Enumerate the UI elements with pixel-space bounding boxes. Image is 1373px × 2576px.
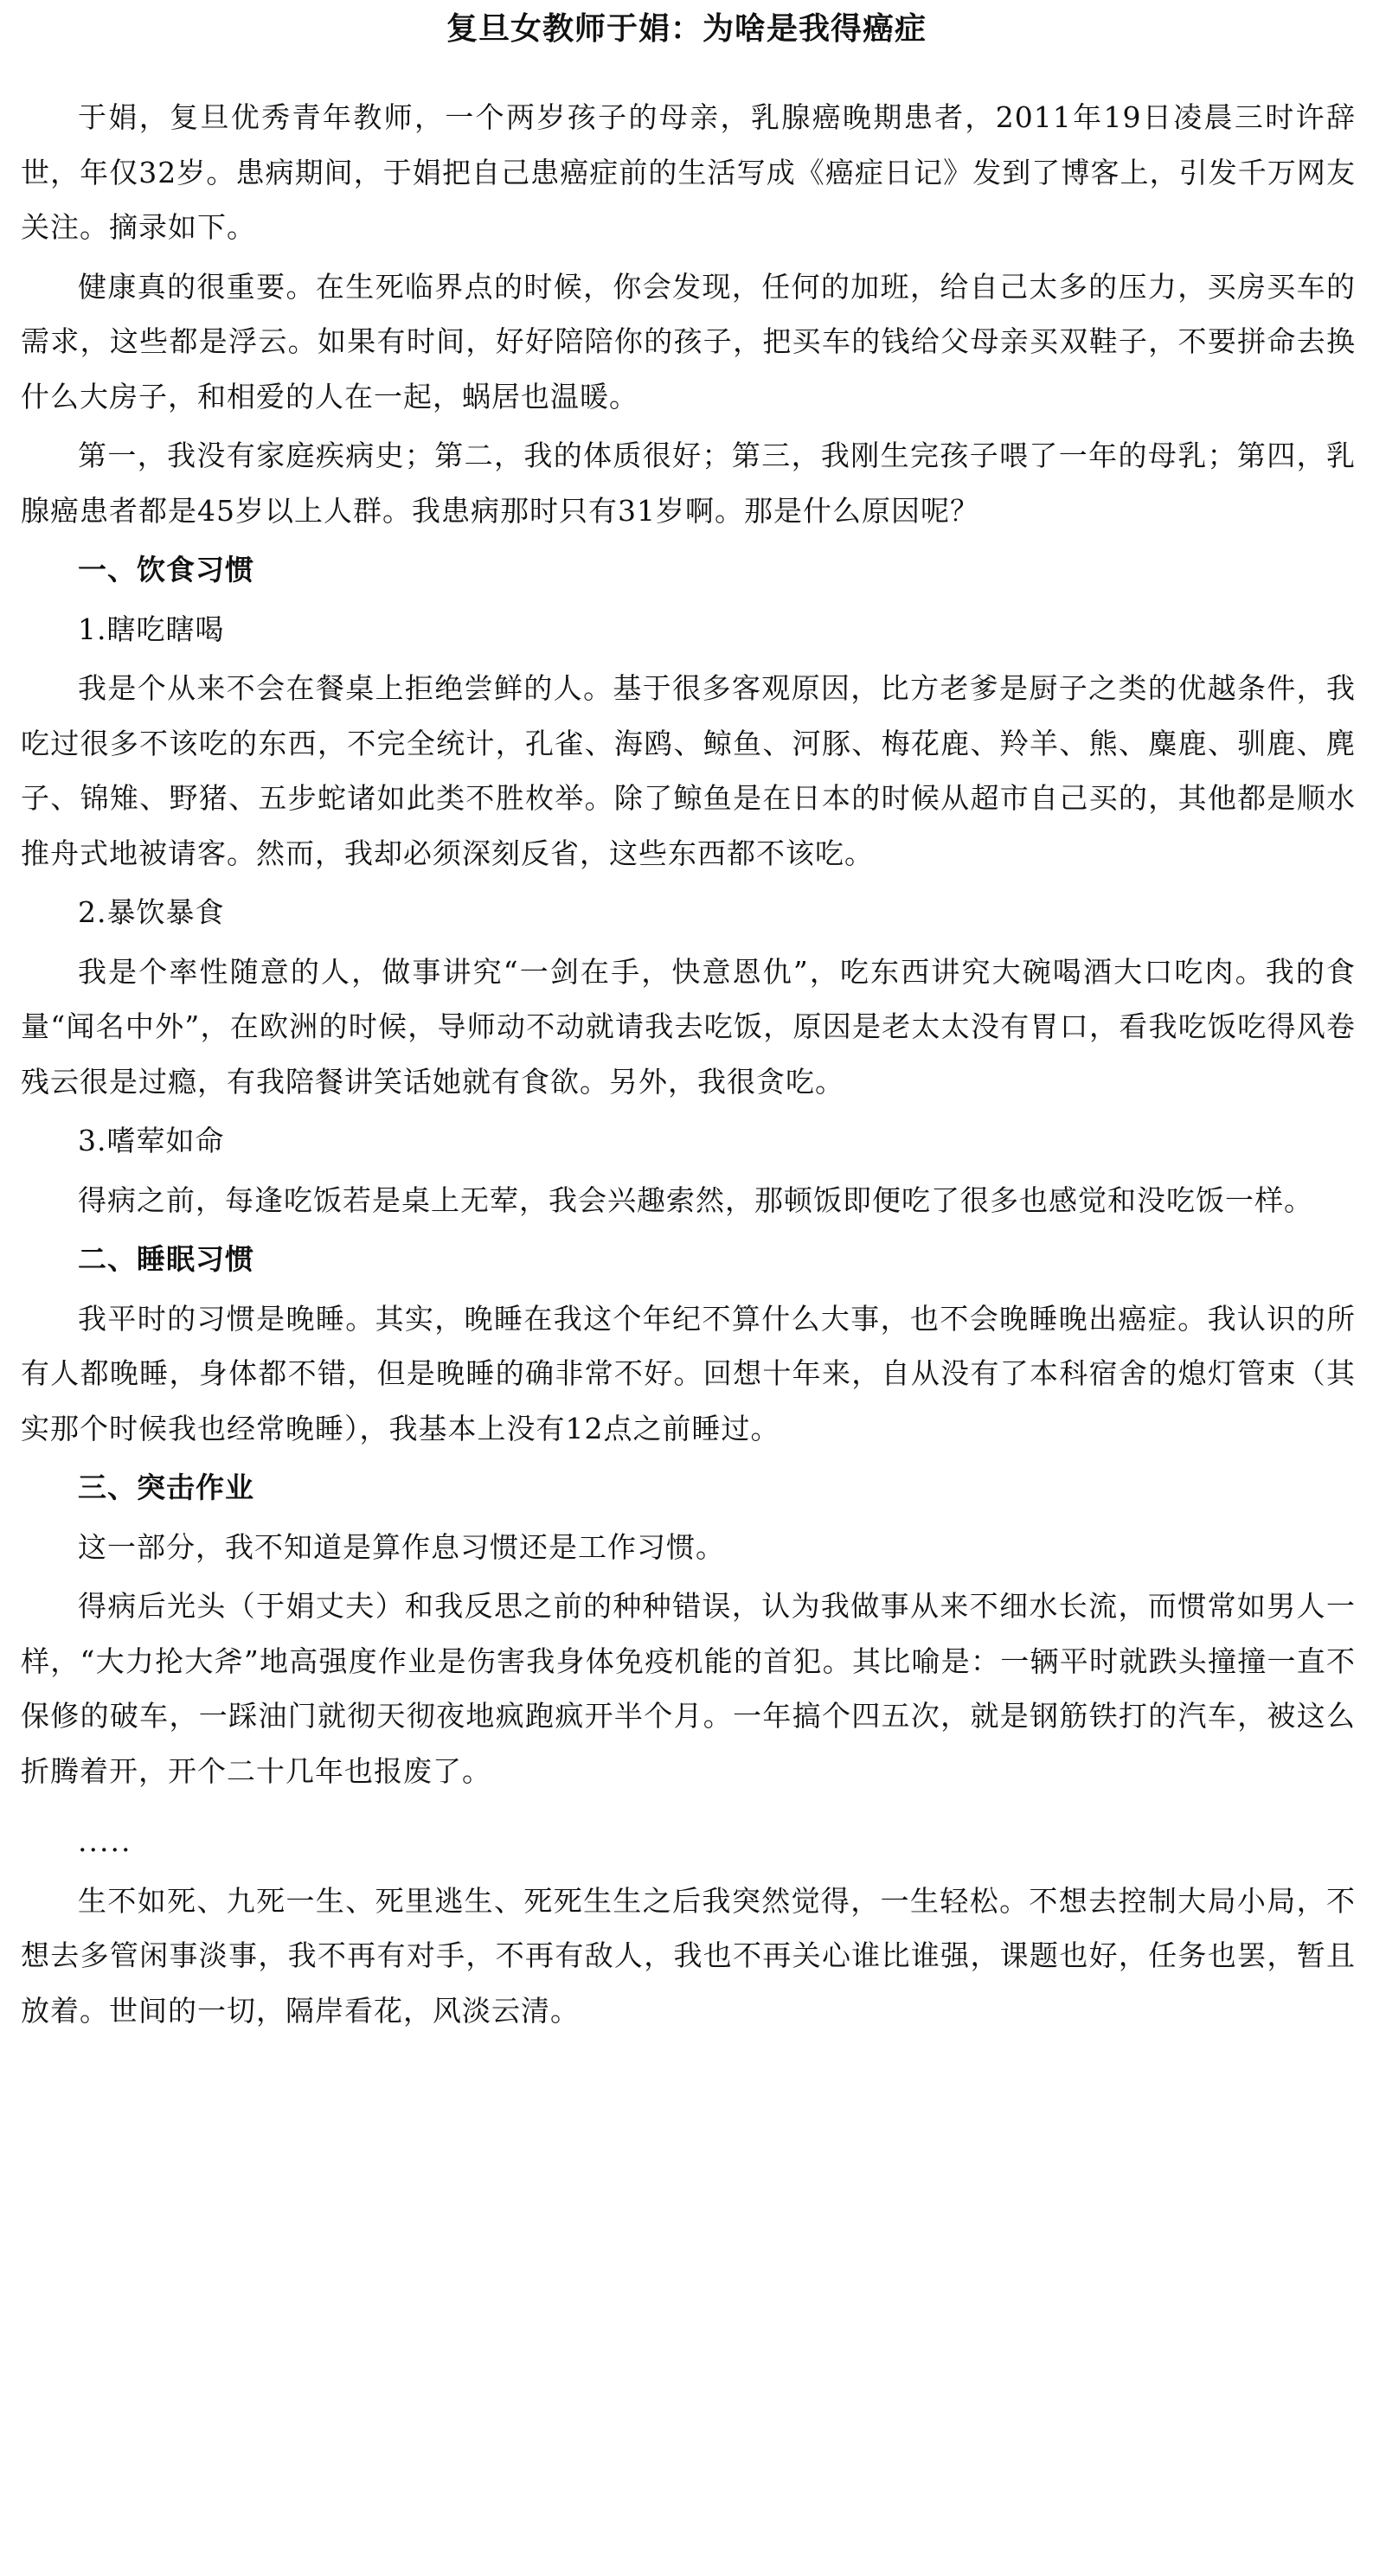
ellipsis-separator: ..... xyxy=(78,1824,132,1858)
paragraph-meat: 得病之前，每逢吃饭若是桌上无荤，我会兴趣索然，那顿饭即便吃了很多也感觉和没吃饭一样。 xyxy=(78,1182,1313,1217)
paragraph-intro: 于娟，复旦优秀青年教师，一个两岁孩子的母亲，乳腺癌晚期患者，2011年19日凌晨三时许辞世，年仅32岁。患病期间，于娟把自己患癌症前的生活写成《癌症日记》发到了博客上，引发千万网友关注。摘录如下。 xyxy=(21,100,1356,244)
subheading-meat: 3.嗜荤如命 xyxy=(78,1124,225,1157)
paragraph-sleep: 我平时的习惯是晚睡。其实，晚睡在我这个年纪不算什么大事，也不会晚睡晚出癌症。我认识的所有人都晚睡，身体都不错，但是晚睡的确非常不好。回想十年来，自从没有了本科宿舍的熄灯管束（其实那个时候我也经常晚睡），我基本上没有12点之前睡过。 xyxy=(21,1301,1356,1445)
section-heading-diet: 一、饮食习惯 xyxy=(78,553,254,586)
paragraph-health: 健康真的很重要。在生死临界点的时候，你会发现，任何的加班，给自己太多的压力，买房买车的需求，这些都是浮云。如果有时间，好好陪陪你的孩子，把买车的钱给父母亲买双鞋子，不要拼命去换什么大房子，和相爱的人在一起，蜗居也温暖。 xyxy=(21,269,1356,413)
paragraph-work-reflection: 得病后光头（于娟丈夫）和我反思之前的种种错误，认为我做事从来不细水长流，而惯常如男人一样，“大力抡大斧”地高强度作业是伤害我身体免疫机能的首犯。其比喻是：一辆平时就跌头撞撞一直不保修的破车，一踩油门就彻天彻夜地疯跑疯开半个月。一年搞个四五次，就是钢筋铁打的汽车，被这么折腾着开，开个二十几年也报废了。 xyxy=(21,1589,1356,1788)
section-heading-sleep: 二、睡眠习惯 xyxy=(78,1242,254,1276)
section-heading-work: 三、突击作业 xyxy=(78,1471,254,1504)
paragraph-work-intro: 这一部分，我不知道是算作息习惯还是工作习惯。 xyxy=(78,1529,725,1564)
paragraph-conclusion: 生不如死、九死一生、死里逃生、死死生生之后我突然觉得，一生轻松。不想去控制大局小局，不想去多管闲事淡事，我不再有对手，不再有敌人，我也不再关心谁比谁强，课题也好，任务也罢，暂且放着。世间的一切，隔岸看花，风淡云清。 xyxy=(21,1883,1356,2028)
paragraph-eat-anything: 我是个从来不会在餐桌上拒绝尝鲜的人。基于很多客观原因，比方老爹是厨子之类的优越条件，我吃过很多不该吃的东西，不完全统计，孔雀、海鸥、鲸鱼、河豚、梅花鹿、羚羊、熊、麋鹿、驯鹿、麂子、锦雉、野猪、五步蛇诸如此类不胜枚举。除了鲸鱼是在日本的时候从超市自己买的，其他都是顺水推舟式地被请客。然而，我却必须深刻反省，这些东西都不该吃。 xyxy=(21,671,1356,870)
document-title: 复旦女教师于娟：为啥是我得癌症 xyxy=(446,11,927,47)
document-body xyxy=(0,90,1373,2038)
paragraph-reasons: 第一，我没有家庭疾病史；第二，我的体质很好；第三，我刚生完孩子喂了一年的母乳；第四，乳腺癌患者都是45岁以上人群。我患病那时只有31岁啊。那是什么原因呢？ xyxy=(21,439,1356,528)
subheading-overeating: 2.暴饮暴食 xyxy=(78,895,225,929)
subheading-eat-anything: 1.瞎吃瞎喝 xyxy=(78,612,225,646)
paragraph-overeating: 我是个率性随意的人，做事讲究“一剑在手，快意恩仇”，吃东西讲究大碗喝酒大口吃肉。我的食量“闻名中外”，在欧洲的时候，导师动不动就请我去吃饭，原因是老太太没有胃口，看我吃饭吃得风卷残云很是过瘾，有我陪餐讲笑话她就有食欲。另外，我很贪吃。 xyxy=(21,954,1356,1099)
